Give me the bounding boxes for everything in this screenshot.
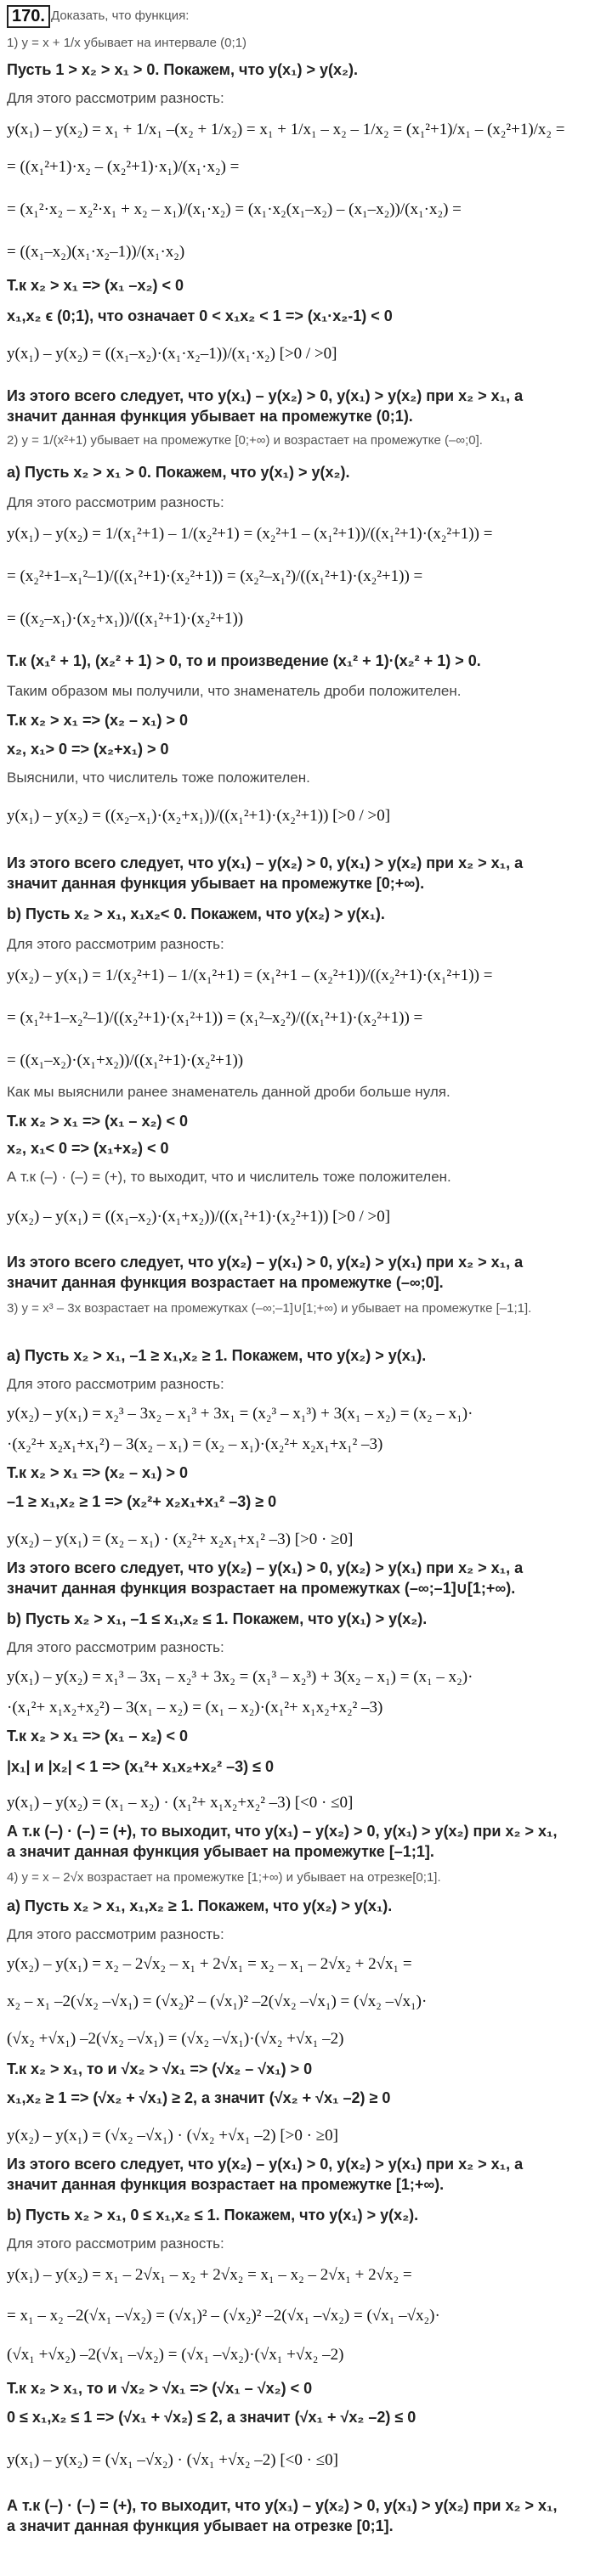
solution-line: 1) y = x + 1/x убывает на интервале (0;1) xyxy=(7,36,247,50)
solution-line: Т.к x₂ > x₁ => (x₁ – x₂) < 0 xyxy=(7,1728,188,1745)
task-statement: Доказать, что функция: xyxy=(51,8,190,23)
solution-line: b) Пусть x₂ > x₁, 0 ≤ x₁,x₂ ≤ 1. Покажем, что y(x₁) > y(x₂). xyxy=(7,2207,419,2224)
solution-line: y(x₂) – y(x₁) = x₂ – 2√x₂ – x₁ + 2√x₁ = x₂ – x₁ – 2√x₂ + 2√x₁ = xyxy=(7,1955,412,1973)
solution-line: значит данная функция убывает на промежутке (0;1). xyxy=(7,408,413,425)
solution-line: Т.к x₂ > x₁, то и √x₂ > √x₁ => (√x₂ – √x₁) > 0 xyxy=(7,2060,313,2077)
solution-line: x₂ – x₁ –2(√x₂ –√x₁) = (√x₂)² – (√x₁)² –2(√x₂ –√x₁) = (√x₂ –√x₁)· xyxy=(7,1993,428,2010)
solution-line: значит данная функция убывает на промежутке [0;+∞). xyxy=(7,875,425,892)
solution-line: Для этого рассмотрим разность: xyxy=(7,1926,224,1942)
solution-line: = ((x₁–x₂)(x₁·x₂–1))/(x₁·x₂) xyxy=(7,243,185,261)
solution-line: x₂, x₁> 0 => (x₂+x₁) > 0 xyxy=(7,741,169,758)
solution-line: Для этого рассмотрим разность: xyxy=(7,2235,224,2252)
solution-line: y(x₁) – y(x₂) = (x₁ – x₂) · (x₁²+ x₁x₂+x₂² –3) [<0 · ≤0] xyxy=(7,1794,354,1812)
solution-line: (√x₂ +√x₁) –2(√x₂ –√x₁) = (√x₂ –√x₁)·(√x₂ +√x₁ –2) xyxy=(7,2030,344,2048)
solution-line: y(x₁) – y(x₂) = ((x₁–x₂)·(x₁·x₂–1))/(x₁·x₂) [>0 / >0] xyxy=(7,345,337,363)
solution-line: = (x₁²+1–x₂²–1)/((x₂²+1)·(x₁²+1)) = (x₁²–x₂²)/((x₁²+1)·(x₂²+1)) = xyxy=(7,1009,423,1027)
solution-line: Т.к x₂ > x₁, то и √x₂ > √x₁ => (√x₁ – √x₂) < 0 xyxy=(7,2380,313,2397)
solution-line: ·(x₂²+ x₂x₁+x₁²) – 3(x₂ – x₁) = (x₂ – x₁)·(x₂²+ x₂x₁+x₁² –3) xyxy=(7,1435,383,1453)
solution-line: Из этого всего следует, что y(x₂) – y(x₁) > 0, y(x₂) > y(x₁) при x₂ > x₁, а xyxy=(7,1254,524,1271)
solution-line: Из этого всего следует, что y(x₁) – y(x₂) > 0, y(x₁) > y(x₂) при x₂ > x₁, а xyxy=(7,854,524,871)
solution-line: Т.к x₂ > x₁ => (x₂ – x₁) > 0 xyxy=(7,712,188,729)
solution-line: А т.к (–) · (–) = (+), то выходит, что y(x₁) – y(x₂) > 0, y(x₁) > y(x₂) при x₂ > x₁, xyxy=(7,1823,558,1840)
solution-line: 4) y = x – 2√x возрастает на промежутке [1;+∞) и убывает на отрезке[0;1]. xyxy=(7,1870,441,1885)
solution-line: ·(x₁²+ x₁x₂+x₂²) – 3(x₁ – x₂) = (x₁ – x₂)·(x₁²+ x₁x₂+x₂² –3) xyxy=(7,1699,383,1716)
solution-line: Т.к (x₁² + 1), (x₂² + 1) > 0, то и произведение (x₁² + 1)·(x₂² + 1) > 0. xyxy=(7,652,481,669)
solution-line: a) Пусть x₂ > x₁, x₁,x₂ ≥ 1. Покажем, что y(x₂) > y(x₁). xyxy=(7,1897,393,1914)
solution-line: y(x₁) – y(x₂) = x₁ + 1/x₁ –(x₂ + 1/x₂) = x₁ + 1/x₁ – x₂ – 1/x₂ = (x₁²+1)/x₁ – (x₂²+1)/x₂ = xyxy=(7,121,565,138)
solution-line: y(x₂) – y(x₁) = (x₂ – x₁) · (x₂²+ x₂x₁+x₁² –3) [>0 · ≥0] xyxy=(7,1530,354,1548)
solution-line: Как мы выяснили ранее знаменатель данной дроби больше нуля. xyxy=(7,1084,450,1100)
solution-line: 2) y = 1/(x²+1) убывает на промежутке [0;+∞) и возрастает на промежутке (–∞;0]. xyxy=(7,433,483,448)
solution-line: x₁,x₂ ≥ 1 => (√x₂ + √x₁) ≥ 2, а значит (√x₂ + √x₁ –2) ≥ 0 xyxy=(7,2089,391,2106)
solution-line: |x₁| и |x₂| < 1 => (x₁²+ x₁x₂+x₂² –3) ≤ 0 xyxy=(7,1758,275,1775)
solution-line: Т.к x₂ > x₁ => (x₂ – x₁) > 0 xyxy=(7,1464,188,1481)
solution-line: 3) y = x³ – 3x возрастает на промежутках (–∞;–1]∪[1;+∞) и убывает на промежутке [–1;1]. xyxy=(7,1301,532,1316)
solution-line: x₂, x₁< 0 => (x₁+x₂) < 0 xyxy=(7,1140,169,1157)
solution-line: b) Пусть x₂ > x₁, –1 ≤ x₁,x₂ ≤ 1. Покажем, что y(x₁) > y(x₂). xyxy=(7,1610,428,1627)
solution-line: а значит данная функция убывает на отрезке [0;1]. xyxy=(7,2517,394,2534)
solution-line: Для этого рассмотрим разность: xyxy=(7,494,224,510)
solution-line: Т.к x₂ > x₁ => (x₁ – x₂) < 0 xyxy=(7,1113,188,1130)
solution-line: Из этого всего следует, что y(x₂) – y(x₁) > 0, y(x₂) > y(x₁) при x₂ > x₁, а xyxy=(7,2156,524,2173)
solution-line: (√x₁ +√x₂) –2(√x₁ –√x₂) = (√x₁ –√x₂)·(√x₁ +√x₂ –2) xyxy=(7,2346,344,2364)
problem-number: 170. xyxy=(7,5,50,28)
solution-line: y(x₁) – y(x₂) = x₁ – 2√x₁ – x₂ + 2√x₂ = x₁ – x₂ – 2√x₁ + 2√x₂ = xyxy=(7,2266,412,2284)
solution-line: y(x₁) – y(x₂) = ((x₂–x₁)·(x₂+x₁))/((x₁²+1)·(x₂²+1)) [>0 / >0] xyxy=(7,807,391,825)
solution-line: Т.к x₂ > x₁ => (x₁ –x₂) < 0 xyxy=(7,277,184,294)
solution-line: = x₁ – x₂ –2(√x₁ –√x₂) = (√x₁)² – (√x₂)² –2(√x₁ –√x₂) = (√x₁ –√x₂)· xyxy=(7,2307,440,2325)
solution-line: y(x₂) – y(x₁) = ((x₁–x₂)·(x₁+x₂))/((x₁²+1)·(x₂²+1)) [>0 / >0] xyxy=(7,1208,391,1226)
solution-line: y(x₂) – y(x₁) = 1/(x₂²+1) – 1/(x₁²+1) = (x₁²+1 – (x₂²+1))/((x₂²+1)·(x₁²+1)) = xyxy=(7,967,493,984)
solution-line: Для этого рассмотрим разность: xyxy=(7,1639,224,1655)
solution-line: a) Пусть x₂ > x₁, –1 ≥ x₁,x₂ ≥ 1. Покажем, что y(x₂) > y(x₁). xyxy=(7,1347,427,1364)
solution-line: Пусть 1 > x₂ > x₁ > 0. Покажем, что y(x₁) > y(x₂). xyxy=(7,61,358,78)
solution-line: а значит данная функция убывает на промежутке [–1;1]. xyxy=(7,1843,434,1860)
solution-line: = (x₂²+1–x₁²–1)/((x₁²+1)·(x₂²+1)) = (x₂²–x₁²)/((x₁²+1)·(x₂²+1)) = xyxy=(7,567,423,585)
solution-line: А т.к (–) · (–) = (+), то выходит, что y(x₁) – y(x₂) > 0, y(x₁) > y(x₂) при x₂ > x₁, xyxy=(7,2497,558,2514)
solution-line: Выяснили, что числитель тоже положителен. xyxy=(7,769,310,786)
solution-line: Из этого всего следует, что y(x₂) – y(x₁) > 0, y(x₂) > y(x₁) при x₂ > x₁, а xyxy=(7,1559,524,1576)
solution-line: Таким образом мы получили, что знаменатель дроби положителен. xyxy=(7,683,462,699)
solution-line: y(x₂) – y(x₁) = (√x₂ –√x₁) · (√x₂ +√x₁ –2) [>0 · ≥0] xyxy=(7,2127,338,2145)
solution-line: А т.к (–) · (–) = (+), то выходит, что и числитель тоже положителен. xyxy=(7,1169,451,1185)
solution-line: значит данная функция возрастает на промежутке [1;+∞). xyxy=(7,2176,445,2193)
solution-line: = (x₁²·x₂ – x₂²·x₁ + x₂ – x₁)/(x₁·x₂) = (x₁·x₂(x₁–x₂) – (x₁–x₂))/(x₁·x₂) = xyxy=(7,200,462,218)
solution-line: Для этого рассмотрим разность: xyxy=(7,90,224,106)
solution-line: y(x₁) – y(x₂) = 1/(x₁²+1) – 1/(x₂²+1) = (x₂²+1 – (x₁²+1))/((x₁²+1)·(x₂²+1)) = xyxy=(7,525,493,543)
solution-line: значит данная функция возрастает на промежутке (–∞;0]. xyxy=(7,1274,444,1291)
solution-line: Для этого рассмотрим разность: xyxy=(7,1376,224,1392)
solution-line: = ((x₂–x₁)·(x₂+x₁))/((x₁²+1)·(x₂²+1)) xyxy=(7,610,244,628)
solution-line: y(x₁) – y(x₂) = (√x₁ –√x₂) · (√x₁ +√x₂ –2) [<0 · ≤0] xyxy=(7,2451,338,2469)
solution-line: значит данная функция возрастает на промежутках (–∞;–1]∪[1;+∞). xyxy=(7,1580,516,1597)
solution-line: –1 ≥ x₁,x₂ ≥ 1 => (x₂²+ x₂x₁+x₁² –3) ≥ 0 xyxy=(7,1493,277,1510)
solution-line: 0 ≤ x₁,x₂ ≤ 1 => (√x₁ + √x₂) ≤ 2, а значит (√x₁ + √x₂ –2) ≤ 0 xyxy=(7,2409,416,2426)
solution-line: = ((x₁–x₂)·(x₁+x₂))/((x₁²+1)·(x₂²+1)) xyxy=(7,1051,244,1069)
solution-line: b) Пусть x₂ > x₁, x₁x₂< 0. Покажем, что y(x₂) > y(x₁). xyxy=(7,905,385,922)
solution-line: y(x₁) – y(x₂) = x₁³ – 3x₁ – x₂³ + 3x₂ = (x₁³ – x₂³) + 3(x₂ – x₁) = (x₁ – x₂)· xyxy=(7,1668,473,1686)
solution-line: Для этого рассмотрим разность: xyxy=(7,936,224,952)
solution-line: = ((x₁²+1)·x₂ – (x₂²+1)·x₁)/(x₁·x₂) = xyxy=(7,158,240,176)
solution-line: a) Пусть x₂ > x₁ > 0. Покажем, что y(x₁) > y(x₂). xyxy=(7,464,350,481)
solution-line: x₁,x₂ ϵ (0;1), что означает 0 < x₁x₂ < 1 => (x₁·x₂-1) < 0 xyxy=(7,307,393,324)
solution-line: y(x₂) – y(x₁) = x₂³ – 3x₂ – x₁³ + 3x₁ = (x₂³ – x₁³) + 3(x₁ – x₂) = (x₂ – x₁)· xyxy=(7,1405,473,1423)
solution-line: Из этого всего следует, что y(x₁) – y(x₂) > 0, y(x₁) > y(x₂) при x₂ > x₁, а xyxy=(7,387,524,404)
